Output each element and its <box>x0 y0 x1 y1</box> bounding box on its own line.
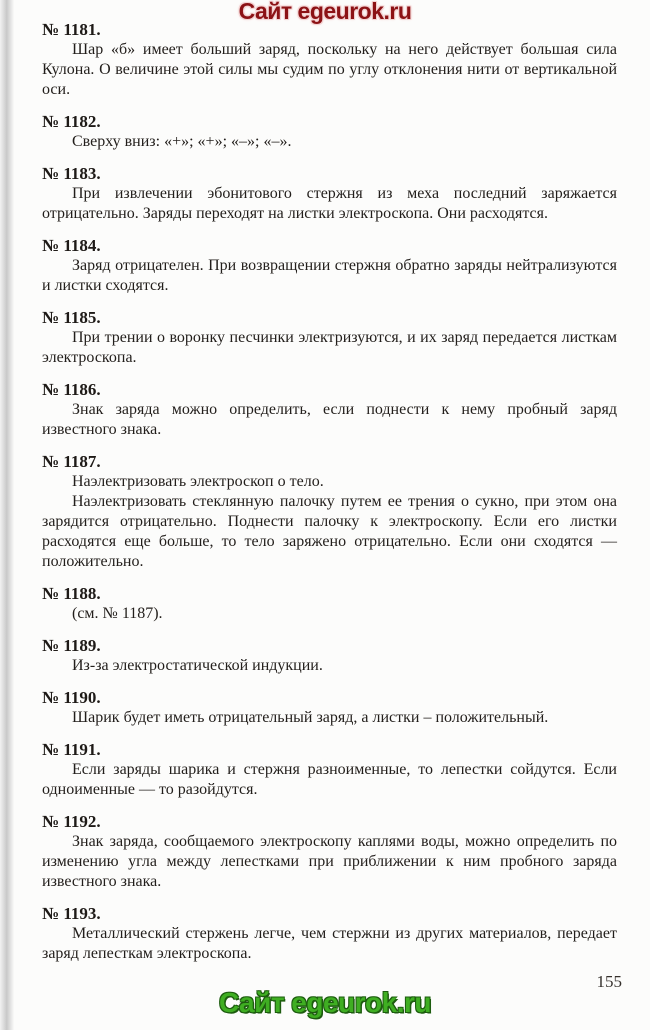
site-watermark-footer: Сайт egeurok.ru <box>218 987 432 1018</box>
answer-number: № 1184. <box>42 236 101 255</box>
answer-number: № 1188. <box>42 584 101 603</box>
answer-section <box>42 452 617 572</box>
answer-text: (см. № 1187). <box>72 605 163 622</box>
answer-section <box>42 164 617 224</box>
answer-number: № 1181. <box>42 20 101 39</box>
answer-text: Знак заряда можно определить, если поднести к нему пробный заряд известного знака. <box>42 401 617 438</box>
answer-number: № 1187. <box>42 452 101 471</box>
answer-text: Знак заряда, сообщаемого электроскопу каплями воды, можно определить по изменению угла между лепестками при приближении к ним пробного заряда известного знака. <box>42 833 617 890</box>
answer-number: № 1192. <box>42 812 101 831</box>
site-watermark-header: Сайт egeurok.ru <box>238 0 412 24</box>
answer-text: При трении о воронку песчинки электризуются, и их заряд передается листкам электроскопа. <box>42 329 617 366</box>
answer-section <box>42 812 617 892</box>
answer-section <box>42 308 617 368</box>
answer-text: Наэлектризовать электроскоп о тело. <box>72 473 324 490</box>
answer-text: Сверху вниз: «+»; «+»; «–»; «–». <box>72 133 292 150</box>
answer-section <box>42 20 617 100</box>
answer-section <box>42 688 617 728</box>
answer-text: Из-за электростатической индукции. <box>72 657 323 674</box>
answer-number: № 1183. <box>42 164 101 183</box>
answer-text: При извлечении эбонитового стержня из меха последний заряжается отрицательно. Заряды переходят на листки электроскопа. Они расходятся. <box>42 185 617 222</box>
answer-text: Шарик будет иметь отрицательный заряд, а листки – положительный. <box>72 709 549 726</box>
answer-section <box>42 584 617 624</box>
answer-section <box>42 636 617 676</box>
answer-number: № 1186. <box>42 380 101 399</box>
page-number: 155 <box>596 972 622 991</box>
answer-section <box>42 236 617 296</box>
answer-text: Заряд отрицателен. При возвращении стержня обратно заряды нейтрализуются и листки сходятся. <box>42 257 617 294</box>
answer-section <box>42 904 617 964</box>
answer-text: Шар «б» имеет больший заряд, поскольку на него действует большая сила Кулона. О величине этой силы мы судим по углу отклонения нити от вертикальной оси. <box>42 41 617 98</box>
answer-number: № 1190. <box>42 688 101 707</box>
answer-section <box>42 380 617 440</box>
answer-number: № 1193. <box>42 904 101 923</box>
answer-number: № 1182. <box>42 112 101 131</box>
answer-text: Металлический стержень легче, чем стержни из других материалов, передает заряд лепесткам электроскопа. <box>42 925 617 962</box>
answer-section <box>42 740 617 800</box>
answer-section <box>42 112 617 152</box>
answer-number: № 1191. <box>42 740 101 759</box>
answer-number: № 1189. <box>42 636 101 655</box>
answer-number: № 1185. <box>42 308 101 327</box>
answer-text: Наэлектризовать стеклянную палочку путем ее трения о сукно, при этом она зарядится отрицательно. Поднести палочку к электроскопу. Если его листки расходятся еще больше, то тело заряжено отрицательно. Если они сходятся — положительно. <box>42 493 617 570</box>
answer-text: Если заряды шарика и стержня разноименные, то лепестки сойдутся. Если одноименные — то разойдутся. <box>42 761 617 798</box>
